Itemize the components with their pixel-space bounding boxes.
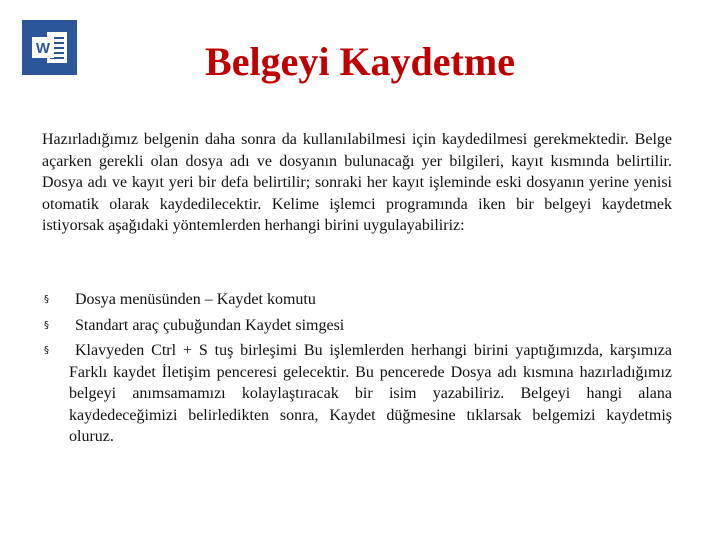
list-item (42, 315, 672, 337)
method-list (42, 289, 672, 452)
list-item (42, 340, 672, 448)
page-title: Belgeyi Kaydetme (205, 39, 515, 84)
bullet-marker: § (44, 345, 49, 356)
list-item-text: Standart araç çubuğundan Kaydet simgesi (75, 316, 345, 334)
intro-paragraph: Hazırladığımız belgenin daha sonra da kullanılabilmesi için kaydedilmesi gerekmektedir. Belge açarken gerekli olan dosya adı ve dosyanın bulunacağı yer bilgileri, kayıt kısmında belirtilir. Dosya adı ve kayıt yeri bir defa belirtilir; sonraki her kayıt işleminde eski dosyanın yerine yenisi otomatik olarak kaydedilecektir. Kelime işlemci programında iken bir belgeyi kaydetmek istiyorsak aşağıdaki yöntemlerden herhangi birini uygulayabiliriz: (42, 131, 672, 234)
list-item-text: Klavyeden Ctrl + S tuş birleşimi Bu işlemlerden herhangi birini yaptığımızda, karşımıza Farklı kaydet İletişim penceresi gelecektir. Bu pencerede Dosya adı kısmına hazırladığımız belgeyi anımsamamızı kolaylaştıracak bir isim yazabiliriz. Belgeyi hangi alana kaydedeceğimizi belirledikten sonra, Kaydet düğmesine tıklarsak belgemizi kaydetmiş oluruz. (69, 342, 672, 445)
bullet-marker: § (44, 294, 49, 305)
bullet-marker: § (44, 319, 49, 331)
word-document-icon (22, 20, 77, 75)
list-item (42, 289, 672, 311)
logo-letter: W (35, 40, 51, 57)
list-item-text: Dosya menüsünden – Kaydet komutu (75, 291, 316, 308)
